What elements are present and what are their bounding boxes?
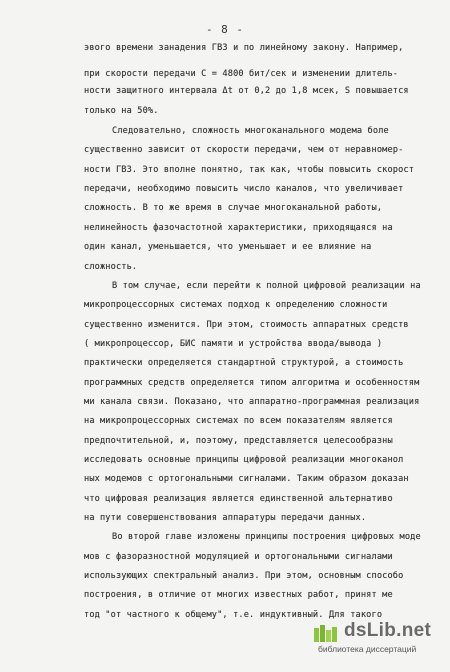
text-line-25: на пути совершенствования аппаратуры передачи данных. (84, 513, 367, 523)
dslib-logo[interactable] (312, 620, 442, 656)
text-line-1: эвого времени занадения ГВЗ и по линейному закону. Например, (84, 43, 404, 53)
text-line-5: Следовательно, сложность многоканального модема боле (112, 126, 389, 136)
text-line-18: программных средств определяется типом алгоритма и особенностям (84, 378, 420, 388)
text-line-20: на микропроцессорных системах по всем показателям является (84, 416, 393, 426)
text-line-2: при скорости передачи С = 4800 бит/сек и изменении длитель- (84, 69, 399, 79)
logo-subtitle: библиотека диссертаций (318, 644, 417, 654)
text-line-16: ( микропроцессор, БИС памяти и устройства ввода/вывода ) (84, 339, 383, 349)
text-line-23: ных модемов с ортогональными сигналами. Таким образом доказан (84, 474, 409, 484)
text-line-14: микропроцессорных системах подход к определению сложности (84, 300, 388, 310)
text-line-8: передачи, необходимо повысить число каналов, что увеличивает (84, 184, 404, 194)
text-line-11: один канал, уменьшается, что уменьшает и ее влияние на (84, 242, 372, 252)
text-line-15: существенно изменится. При этом, стоимость аппаратных средств (84, 320, 409, 330)
text-line-9: сложность. В то же время в случае многоканальной работы, (84, 203, 383, 213)
text-line-6: существенно зависит от скорости передачи, чем от неравномер- (84, 145, 404, 155)
text-line-22: исследовать основные принципы цифровой реализации многоканол (84, 455, 404, 465)
text-line-28: использующих спектральный анализ. При этом, основным способо (84, 571, 404, 581)
text-line-21: предпочтительной, и, поэтому, представляется целесообразны (84, 436, 393, 446)
text-line-26: Во второй главе изложены принципы построения цифровых моде (112, 532, 421, 542)
page-number: - 8 - (205, 23, 245, 36)
books-icon (312, 622, 342, 644)
text-line-30: тод "от частного к общему", т.е. индуктивный. Для такого (84, 610, 383, 620)
text-line-27: мов с фазоразностной модуляцией и ортогональными сигналами (84, 552, 393, 562)
text-line-29: построения, в отличие от многих известных работ, принят ме (84, 590, 393, 600)
text-line-7: ности ГВЗ. Это вполне понятно, так как, чтобы повысить скорост (84, 165, 415, 175)
text-line-12: сложность. (84, 262, 138, 272)
text-line-3: ности защитного интервала Δt от 0,2 до 1,8 мсек, S повышается (84, 86, 409, 96)
text-line-19: ми канала связи. Показано, что аппаратно-программная реализация (84, 397, 420, 407)
text-line-4: только на 50%. (84, 106, 159, 116)
text-line-24: что цифровая реализация является единственной альтернативо (84, 494, 393, 504)
text-line-17: практически определяется стандартной структурой, а стоимость (84, 358, 404, 368)
text-line-10: нелинейность фазочастотной характеристики, приходящаяся на (84, 223, 393, 233)
logo-name: dsLib.net (344, 620, 432, 641)
text-line-13: В том случае, если перейти к полной цифровой реализации на (112, 281, 421, 291)
